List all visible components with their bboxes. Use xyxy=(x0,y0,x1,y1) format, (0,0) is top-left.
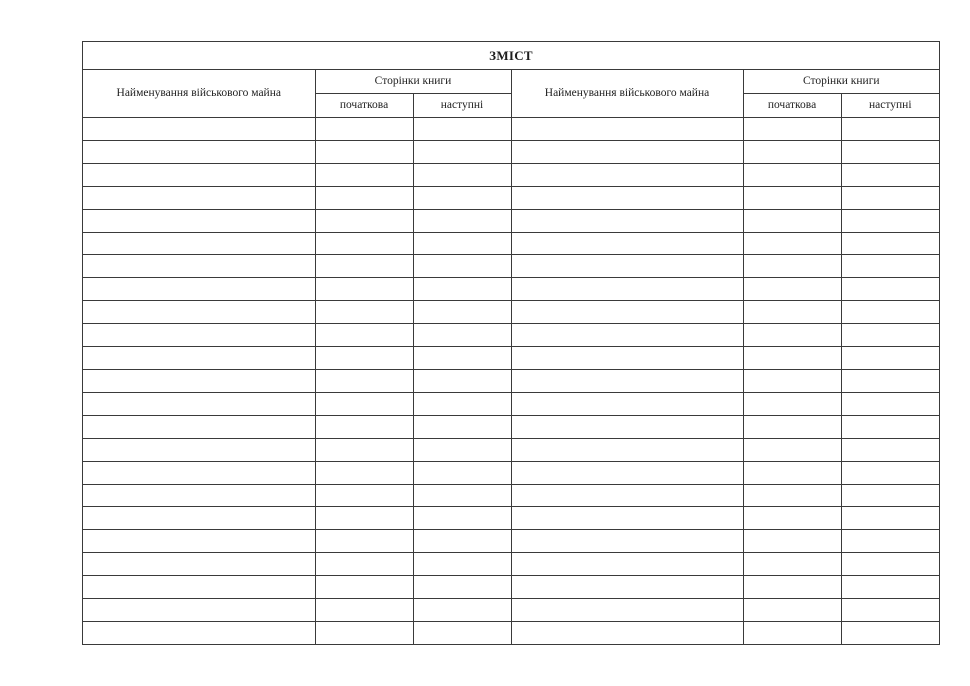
left-first-page-cell[interactable] xyxy=(315,186,413,209)
left-first-page-cell[interactable] xyxy=(315,461,413,484)
right-next-pages-cell[interactable] xyxy=(841,599,939,622)
right-next-pages-cell[interactable] xyxy=(841,278,939,301)
right-name-column-header: Найменування військового майна xyxy=(511,70,743,118)
left-first-page-cell[interactable] xyxy=(315,324,413,347)
left-pages-group-header: Сторінки книги xyxy=(315,70,511,94)
left-next-pages-cell[interactable] xyxy=(413,599,511,622)
table-row xyxy=(83,301,939,324)
left-item-name-cell[interactable] xyxy=(83,392,315,415)
left-first-page-cell[interactable] xyxy=(315,118,413,141)
left-item-name-cell[interactable] xyxy=(83,599,315,622)
left-first-page-cell[interactable] xyxy=(315,438,413,461)
right-first-page-cell[interactable] xyxy=(743,530,841,553)
right-next-pages-cell[interactable] xyxy=(841,438,939,461)
left-first-page-cell[interactable] xyxy=(315,553,413,576)
left-first-page-cell[interactable] xyxy=(315,484,413,507)
right-next-pages-cell[interactable] xyxy=(841,415,939,438)
right-first-page-cell[interactable] xyxy=(743,415,841,438)
table-row xyxy=(83,576,939,599)
right-item-name-cell[interactable] xyxy=(511,369,743,392)
left-item-name-cell[interactable] xyxy=(83,507,315,530)
left-first-page-cell[interactable] xyxy=(315,530,413,553)
right-first-page-cell[interactable] xyxy=(743,576,841,599)
left-next-pages-cell[interactable] xyxy=(413,484,511,507)
left-item-name-cell[interactable] xyxy=(83,484,315,507)
right-first-page-cell[interactable] xyxy=(743,209,841,232)
left-first-page-cell[interactable] xyxy=(315,621,413,644)
left-item-name-cell[interactable] xyxy=(83,186,315,209)
left-first-page-cell[interactable] xyxy=(315,278,413,301)
table-row xyxy=(83,118,939,141)
right-next-pages-cell[interactable] xyxy=(841,392,939,415)
right-next-pages-cell[interactable] xyxy=(841,324,939,347)
table-row xyxy=(83,484,939,507)
left-item-name-cell[interactable] xyxy=(83,347,315,370)
right-next-pages-cell[interactable] xyxy=(841,232,939,255)
left-item-name-cell[interactable] xyxy=(83,301,315,324)
right-next-pages-cell[interactable] xyxy=(841,369,939,392)
right-next-pages-cell[interactable] xyxy=(841,255,939,278)
left-item-name-cell[interactable] xyxy=(83,140,315,163)
right-next-pages-cell[interactable] xyxy=(841,140,939,163)
left-first-page-cell[interactable] xyxy=(315,347,413,370)
left-item-name-cell[interactable] xyxy=(83,255,315,278)
table-row xyxy=(83,347,939,370)
left-first-page-header: початкова xyxy=(315,94,413,118)
left-item-name-cell[interactable] xyxy=(83,324,315,347)
right-next-pages-cell[interactable] xyxy=(841,186,939,209)
right-first-page-cell[interactable] xyxy=(743,140,841,163)
table-row xyxy=(83,415,939,438)
left-first-page-cell[interactable] xyxy=(315,576,413,599)
right-item-name-cell[interactable] xyxy=(511,301,743,324)
left-first-page-cell[interactable] xyxy=(315,140,413,163)
right-item-name-cell[interactable] xyxy=(511,324,743,347)
right-item-name-cell[interactable] xyxy=(511,232,743,255)
right-next-pages-cell[interactable] xyxy=(841,621,939,644)
right-item-name-cell[interactable] xyxy=(511,347,743,370)
left-next-pages-cell[interactable] xyxy=(413,415,511,438)
left-first-page-cell[interactable] xyxy=(315,255,413,278)
left-item-name-cell[interactable] xyxy=(83,461,315,484)
left-next-pages-cell[interactable] xyxy=(413,438,511,461)
right-first-page-cell[interactable] xyxy=(743,392,841,415)
right-first-page-cell[interactable] xyxy=(743,484,841,507)
left-next-pages-cell[interactable] xyxy=(413,369,511,392)
left-next-pages-cell[interactable] xyxy=(413,140,511,163)
left-next-pages-cell[interactable] xyxy=(413,347,511,370)
right-first-page-cell[interactable] xyxy=(743,163,841,186)
right-first-page-cell[interactable] xyxy=(743,324,841,347)
table-row xyxy=(83,232,939,255)
table-row xyxy=(83,140,939,163)
table-row xyxy=(83,186,939,209)
table-row xyxy=(83,621,939,644)
right-item-name-cell[interactable] xyxy=(511,576,743,599)
left-first-page-cell[interactable] xyxy=(315,209,413,232)
right-item-name-cell[interactable] xyxy=(511,599,743,622)
left-item-name-cell[interactable] xyxy=(83,415,315,438)
left-next-pages-cell[interactable] xyxy=(413,553,511,576)
left-next-pages-header: наступні xyxy=(413,94,511,118)
right-first-page-cell[interactable] xyxy=(743,118,841,141)
table-row xyxy=(83,438,939,461)
contents-table xyxy=(83,42,939,644)
table-row xyxy=(83,209,939,232)
right-item-name-cell[interactable] xyxy=(511,438,743,461)
left-first-page-cell[interactable] xyxy=(315,232,413,255)
table-row xyxy=(83,507,939,530)
table-row xyxy=(83,599,939,622)
right-item-name-cell[interactable] xyxy=(511,553,743,576)
left-first-page-cell[interactable] xyxy=(315,163,413,186)
left-item-name-cell[interactable] xyxy=(83,232,315,255)
right-item-name-cell[interactable] xyxy=(511,186,743,209)
right-item-name-cell[interactable] xyxy=(511,507,743,530)
right-first-page-cell[interactable] xyxy=(743,255,841,278)
right-next-pages-cell[interactable] xyxy=(841,576,939,599)
left-item-name-cell[interactable] xyxy=(83,621,315,644)
left-next-pages-cell[interactable] xyxy=(413,186,511,209)
right-first-page-cell[interactable] xyxy=(743,461,841,484)
table-row xyxy=(83,369,939,392)
contents-title: ЗМІСТ xyxy=(83,42,939,70)
left-item-name-cell[interactable] xyxy=(83,278,315,301)
right-item-name-cell[interactable] xyxy=(511,484,743,507)
right-item-name-cell[interactable] xyxy=(511,415,743,438)
right-first-page-cell[interactable] xyxy=(743,621,841,644)
left-item-name-cell[interactable] xyxy=(83,553,315,576)
right-next-pages-cell[interactable] xyxy=(841,484,939,507)
left-next-pages-cell[interactable] xyxy=(413,507,511,530)
right-next-pages-cell[interactable] xyxy=(841,163,939,186)
left-next-pages-cell[interactable] xyxy=(413,255,511,278)
left-first-page-cell[interactable] xyxy=(315,301,413,324)
right-first-page-cell[interactable] xyxy=(743,347,841,370)
left-next-pages-cell[interactable] xyxy=(413,163,511,186)
left-next-pages-cell[interactable] xyxy=(413,621,511,644)
right-item-name-cell[interactable] xyxy=(511,530,743,553)
left-next-pages-cell[interactable] xyxy=(413,118,511,141)
left-item-name-cell[interactable] xyxy=(83,530,315,553)
left-item-name-cell[interactable] xyxy=(83,118,315,141)
table-row xyxy=(83,324,939,347)
contents-table-body xyxy=(83,118,939,645)
left-next-pages-cell[interactable] xyxy=(413,278,511,301)
right-next-pages-cell[interactable] xyxy=(841,347,939,370)
right-first-page-cell[interactable] xyxy=(743,232,841,255)
table-row xyxy=(83,553,939,576)
table-row xyxy=(83,163,939,186)
right-next-pages-cell[interactable] xyxy=(841,507,939,530)
left-first-page-cell[interactable] xyxy=(315,415,413,438)
right-item-name-cell[interactable] xyxy=(511,209,743,232)
left-first-page-cell[interactable] xyxy=(315,507,413,530)
left-first-page-cell[interactable] xyxy=(315,392,413,415)
right-next-pages-cell[interactable] xyxy=(841,461,939,484)
left-item-name-cell[interactable] xyxy=(83,369,315,392)
right-next-pages-cell[interactable] xyxy=(841,209,939,232)
left-next-pages-cell[interactable] xyxy=(413,209,511,232)
right-item-name-cell[interactable] xyxy=(511,461,743,484)
right-item-name-cell[interactable] xyxy=(511,621,743,644)
left-item-name-cell[interactable] xyxy=(83,438,315,461)
table-row xyxy=(83,278,939,301)
left-next-pages-cell[interactable] xyxy=(413,576,511,599)
left-item-name-cell[interactable] xyxy=(83,209,315,232)
left-item-name-cell[interactable] xyxy=(83,576,315,599)
right-first-page-cell[interactable] xyxy=(743,438,841,461)
left-name-column-header: Найменування військового майна xyxy=(83,70,315,118)
right-item-name-cell[interactable] xyxy=(511,392,743,415)
table-row xyxy=(83,255,939,278)
left-next-pages-cell[interactable] xyxy=(413,461,511,484)
right-pages-group-header: Сторінки книги xyxy=(743,70,939,94)
left-item-name-cell[interactable] xyxy=(83,163,315,186)
right-next-pages-cell[interactable] xyxy=(841,301,939,324)
right-item-name-cell[interactable] xyxy=(511,140,743,163)
right-next-pages-cell[interactable] xyxy=(841,530,939,553)
table-row xyxy=(83,530,939,553)
left-first-page-cell[interactable] xyxy=(315,369,413,392)
left-next-pages-cell[interactable] xyxy=(413,324,511,347)
right-first-page-cell[interactable] xyxy=(743,553,841,576)
left-next-pages-cell[interactable] xyxy=(413,232,511,255)
contents-form xyxy=(82,41,940,645)
right-first-page-cell[interactable] xyxy=(743,278,841,301)
right-next-pages-header: наступні xyxy=(841,94,939,118)
table-row xyxy=(83,392,939,415)
right-item-name-cell[interactable] xyxy=(511,255,743,278)
left-first-page-cell[interactable] xyxy=(315,599,413,622)
left-next-pages-cell[interactable] xyxy=(413,530,511,553)
right-item-name-cell[interactable] xyxy=(511,118,743,141)
right-first-page-cell[interactable] xyxy=(743,369,841,392)
right-first-page-cell[interactable] xyxy=(743,301,841,324)
right-first-page-cell[interactable] xyxy=(743,507,841,530)
right-next-pages-cell[interactable] xyxy=(841,553,939,576)
right-first-page-header: початкова xyxy=(743,94,841,118)
right-first-page-cell[interactable] xyxy=(743,599,841,622)
right-first-page-cell[interactable] xyxy=(743,186,841,209)
right-item-name-cell[interactable] xyxy=(511,278,743,301)
right-next-pages-cell[interactable] xyxy=(841,118,939,141)
right-item-name-cell[interactable] xyxy=(511,163,743,186)
left-next-pages-cell[interactable] xyxy=(413,392,511,415)
table-row xyxy=(83,461,939,484)
left-next-pages-cell[interactable] xyxy=(413,301,511,324)
